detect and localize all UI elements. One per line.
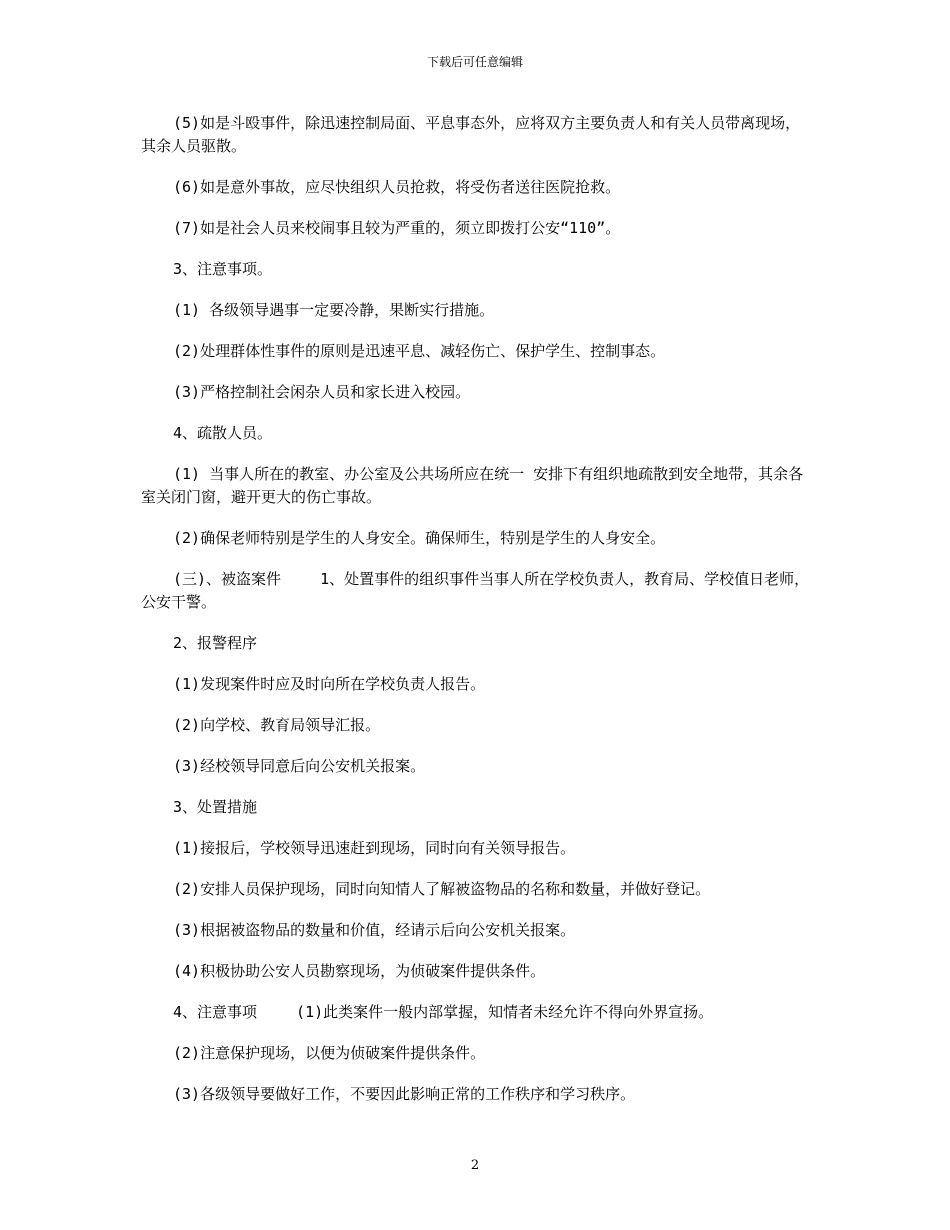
section-heading: 3、处置措施: [173, 798, 258, 816]
paragraph: (2)处理群体性事件的原则是迅速平息、减轻伤亡、保护学生、控制事态。: [173, 342, 666, 360]
section-heading: 3、注意事项。: [173, 260, 273, 278]
page-number: 2: [470, 1158, 480, 1173]
paragraph: (6)如是意外事故，应尽快组织人员抢救，将受伤者送往医院抢救。: [173, 178, 621, 196]
paragraph: (2)注意保护现场，以便为侦破案件提供条件。: [173, 1044, 486, 1062]
paragraph: (1)发现案件时应及时向所在学校负责人报告。: [173, 675, 486, 693]
paragraph: (3)根据被盗物品的数量和价值，经请示后向公安机关报案。: [173, 921, 576, 939]
paragraph: (7)如是社会人员来校闹事且较为严重的，须立即拨打公安“110”。: [173, 219, 621, 237]
paragraph: (1)接报后，学校领导迅速赶到现场，同时向有关领导报告。: [173, 839, 576, 857]
paragraph: (2)向学校、教育局领导汇报。: [173, 716, 381, 734]
page-header: 下载后可任意编辑: [426, 55, 523, 69]
paragraph: (4)积极协助公安人员勘察现场，为侦破案件提供条件。: [173, 962, 546, 980]
paragraph: (5)如是斗殴事件，除迅速控制局面、平息事态外，应将双方主要负责人和有关人员带离现场，其余人员驱散。: [141, 114, 801, 155]
paragraph: (3)各级领导要做好工作，不要因此影响正常的工作秩序和学习秩序。: [173, 1085, 636, 1103]
paragraph: (三)、被盗案件 1、处置事件的组织事件当事人所在学校负责人，教育局、学校值日老师，公安干警。: [141, 570, 810, 611]
section-heading: 4、疏散人员。: [173, 424, 273, 442]
paragraph: 4、注意事项 (1)此类案件一般内部掌握，知情者未经允许不得向外界宣扬。: [173, 1003, 714, 1021]
document-body: [141, 112, 811, 1124]
paragraph: (3)严格控制社会闲杂人员和家长进入校园。: [173, 383, 471, 401]
paragraph: (2)安排人员保护现场，同时向知情人了解被盗物品的名称和数量，并做好登记。: [173, 880, 711, 898]
paragraph: (2)确保老师特别是学生的人身安全。确保师生，特别是学生的人身安全。: [173, 529, 666, 547]
paragraph: (1) 各级领导遇事一定要冷静，果断实行措施。: [173, 301, 495, 319]
paragraph: (1) 当事人所在的教室、办公室及公共场所应在统一 安排下有组织地疏散到安全地带，其余各室关闭门窗，避开更大的伤亡事故。: [141, 465, 804, 506]
paragraph: (3)经校领导同意后向公安机关报案。: [173, 757, 426, 775]
section-heading: 2、报警程序: [173, 634, 258, 652]
